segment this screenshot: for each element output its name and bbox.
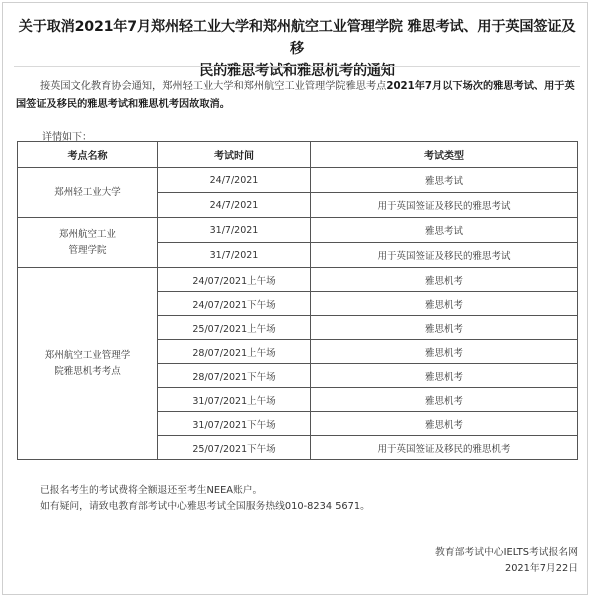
time-cell: 24/07/2021下午场	[158, 292, 311, 316]
time-cell: 31/7/2021	[158, 218, 311, 243]
time-cell: 28/07/2021下午场	[158, 364, 311, 388]
center-name-line: 郑州航空工业管理学	[44, 349, 131, 361]
intro-paragraph	[16, 78, 578, 114]
cancelled-sessions-table	[17, 141, 578, 460]
time-cell: 24/7/2021	[158, 168, 311, 193]
refund-note: 已报名考生的考试费将全额退还至考生NEEA账户。	[40, 485, 263, 496]
detail-label: 详情如下：	[42, 132, 92, 143]
table-row	[18, 268, 578, 292]
time-cell: 25/07/2021下午场	[158, 436, 311, 460]
type-cell: 雅思考试	[311, 168, 578, 193]
center-cell: 郑州轻工业大学	[18, 168, 158, 218]
time-cell: 31/7/2021	[158, 243, 311, 268]
table-row	[18, 218, 578, 243]
time-cell: 28/07/2021上午场	[158, 340, 311, 364]
type-cell: 用于英国签证及移民的雅思考试	[311, 193, 578, 218]
type-cell: 用于英国签证及移民的雅思考试	[311, 243, 578, 268]
type-cell: 用于英国签证及移民的雅思机考	[311, 436, 578, 460]
time-cell: 24/7/2021	[158, 193, 311, 218]
signature-date: 2021年7月22日	[504, 563, 578, 574]
header-type: 考试类型	[311, 142, 578, 168]
signature-org: 教育部考试中心IELTS考试报名网	[435, 547, 578, 558]
intro-text: 接英国文化教育协会通知，郑州轻工业大学和郑州航空工业管理学院雅思考点	[40, 81, 387, 92]
center-name-line: 郑州航空工业	[58, 228, 116, 240]
hotline-note: 如有疑问，请致电教育部考试中心雅思考试全国服务热线010-8234 5671。	[40, 501, 370, 512]
title-divider	[14, 66, 580, 67]
type-cell: 雅思机考	[311, 268, 578, 292]
type-cell: 雅思机考	[311, 340, 578, 364]
center-cell	[18, 218, 158, 268]
table-header-row	[18, 142, 578, 168]
type-cell: 雅思机考	[311, 388, 578, 412]
type-cell: 雅思机考	[311, 316, 578, 340]
signature-block	[435, 545, 578, 577]
time-cell: 25/07/2021上午场	[158, 316, 311, 340]
table-row	[18, 168, 578, 193]
type-cell: 雅思机考	[311, 292, 578, 316]
notice-title-line-2: 民的雅思考试和雅思机考的通知	[199, 63, 395, 79]
center-name-line: 院雅思机考考点	[54, 365, 121, 377]
time-cell: 31/07/2021下午场	[158, 412, 311, 436]
time-cell: 24/07/2021上午场	[158, 268, 311, 292]
type-cell: 雅思机考	[311, 364, 578, 388]
type-cell: 雅思机考	[311, 412, 578, 436]
notes-block	[40, 483, 370, 515]
center-name-line: 管理学院	[68, 244, 107, 256]
type-cell: 雅思考试	[311, 218, 578, 243]
notice-title-line-1: 关于取消2021年7月郑州轻工业大学和郑州航空工业管理学院 雅思考试、用于英国签证及移	[18, 19, 576, 57]
notice-title	[14, 16, 580, 82]
time-cell: 31/07/2021上午场	[158, 388, 311, 412]
intro-bold-text: 2021年7月以下场次的雅思考试、用于英国签证及移民的雅思考试和雅思机考因故取消。	[16, 81, 575, 110]
center-cell	[18, 268, 158, 460]
header-center: 考点名称	[18, 142, 158, 168]
header-time: 考试时间	[158, 142, 311, 168]
